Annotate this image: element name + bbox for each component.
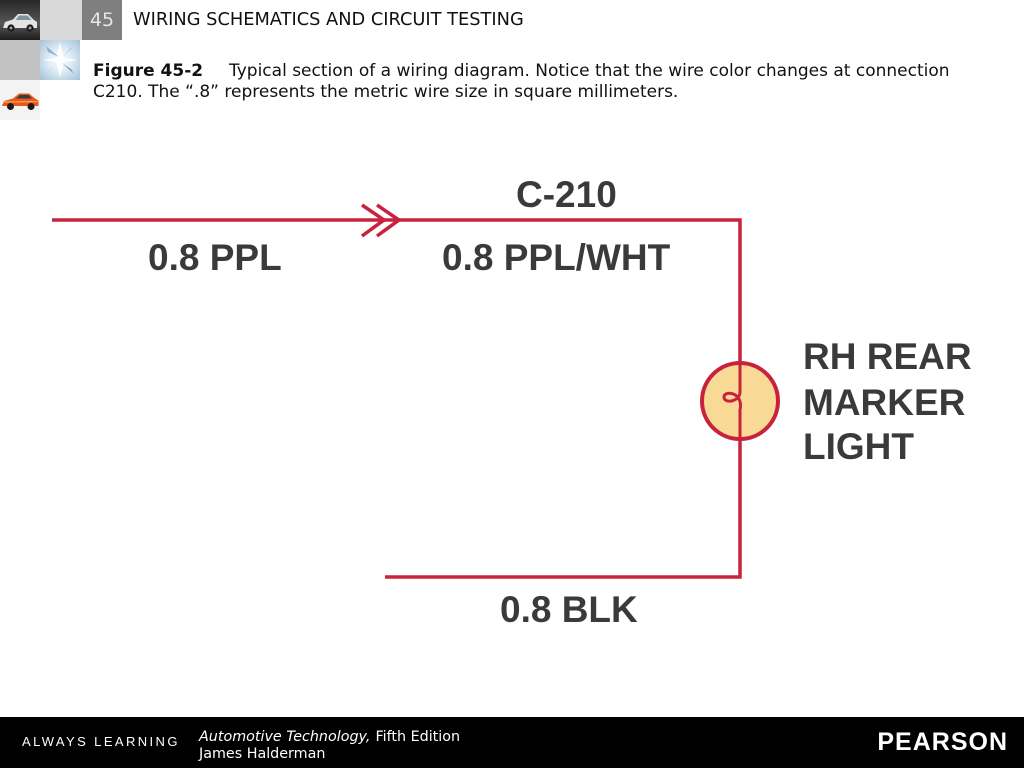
book-author: James Halderman bbox=[199, 746, 326, 762]
wire-0-8-blk bbox=[385, 439, 740, 577]
footer-tagline: ALWAYS LEARNING bbox=[22, 734, 180, 749]
component-label-line: LIGHT bbox=[803, 426, 914, 467]
book-title: Automotive Technology, bbox=[199, 729, 371, 745]
output-wire-label: 0.8 PPL/WHT bbox=[442, 237, 671, 278]
component-label-line: RH REAR bbox=[803, 336, 972, 377]
chapter-number-badge: 45 bbox=[82, 0, 122, 40]
connector-chevron-first bbox=[362, 205, 384, 236]
connector-chevron-second bbox=[377, 205, 399, 236]
crystal-pattern-icon bbox=[40, 40, 80, 80]
light-bulb-icon bbox=[702, 363, 778, 439]
gray-tile bbox=[40, 0, 82, 40]
book-title-line bbox=[199, 728, 460, 746]
figure-caption-text: Typical section of a wiring diagram. Notice that the wire color changes at connection C210. The “.8” represents the metric wire size in square millimeters. bbox=[93, 61, 950, 102]
gray-tile bbox=[0, 40, 40, 80]
wire-0-8-ppl-wht bbox=[398, 220, 740, 363]
double-chevron-connector-icon bbox=[362, 205, 399, 236]
ground-wire-label: 0.8 BLK bbox=[500, 589, 638, 630]
figure-caption bbox=[93, 61, 978, 103]
input-wire-label: 0.8 PPL bbox=[148, 237, 282, 278]
bulb-filament bbox=[724, 363, 741, 439]
orange-car-icon bbox=[0, 80, 40, 120]
chapter-title: WIRING SCHEMATICS AND CIRCUIT TESTING bbox=[133, 9, 524, 30]
component-label-line: MARKER bbox=[803, 382, 966, 423]
footer-bar bbox=[0, 717, 1024, 768]
publisher-logo: PEARSON bbox=[877, 728, 1008, 756]
silver-car-icon bbox=[0, 0, 40, 40]
bulb-glass bbox=[702, 363, 778, 439]
figure-label: Figure 45-2 bbox=[93, 61, 204, 81]
book-edition: Fifth Edition bbox=[375, 729, 461, 745]
connector-label: C-210 bbox=[516, 174, 617, 215]
